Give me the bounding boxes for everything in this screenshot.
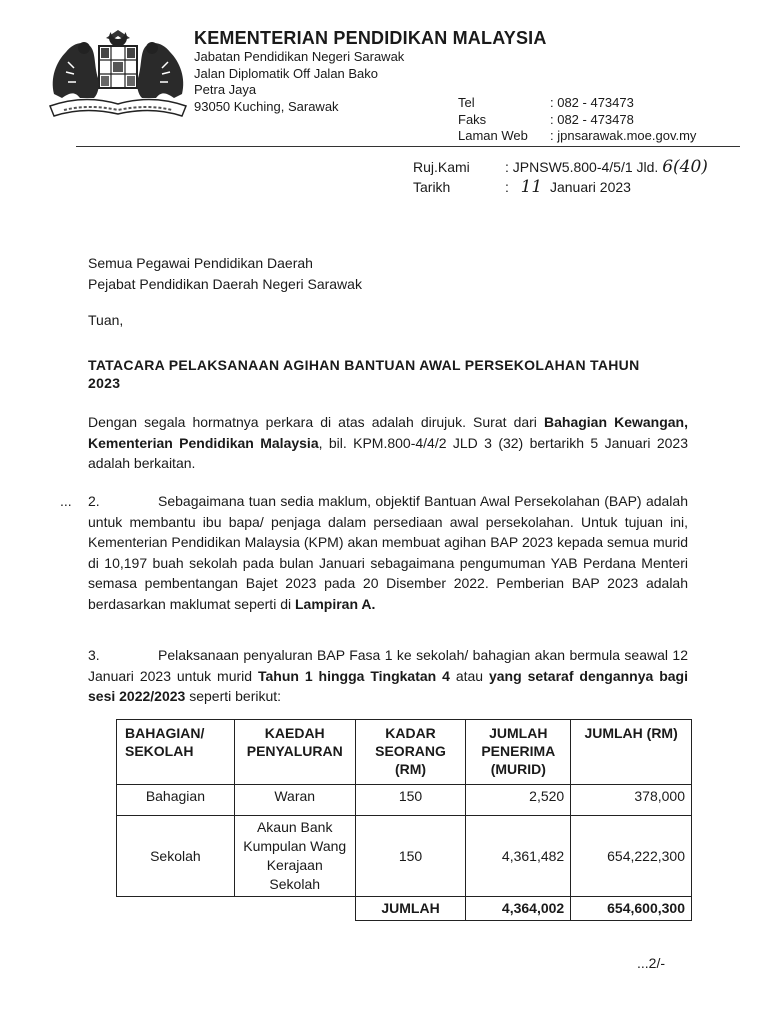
paragraph-3 [88,645,688,707]
ministry-name: KEMENTERIAN PENDIDIKAN MALAYSIA [194,28,547,48]
reference-number: : JPNSW5.800-4/5/1 Jld. [505,159,659,175]
table-cell: 150 [355,816,466,897]
bap-distribution-table [116,719,692,921]
table-cell: 378,000 [571,785,692,816]
paragraph-number: 3. [88,647,100,663]
date-label: Tarikh [413,179,451,195]
handwritten-day: 11 [520,177,543,197]
reference-row [413,157,708,177]
paragraph-text: seperti berikut: [185,688,282,704]
recipient-block [88,253,362,295]
contact-label: Laman Web [458,128,528,143]
salutation: Tuan, [88,312,124,328]
address-block [194,49,404,115]
contact-label: Tel [458,95,475,110]
reference-value [505,157,708,177]
letterhead-divider [76,146,740,147]
table-cell: 654,222,300 [571,816,692,897]
address-line: Jabatan Pendidikan Negeri Sarawak [194,49,405,64]
table-cell: 150 [355,785,466,816]
reference-block [413,157,708,197]
page-continuation: ...2/- [637,955,666,971]
column-header: BAHAGIAN/ SEKOLAH [117,720,235,785]
column-header: KAEDAH PENYALURAN [234,720,355,785]
address-line: 93050 Kuching, Sarawak [194,98,339,114]
table-total-row [117,897,692,921]
contact-block [458,95,696,145]
table-cell: Akaun Bank Kumpulan Wang Kerajaan Sekolah [234,816,355,897]
table-cell-empty [234,897,355,921]
table-row [117,785,692,816]
letter-subject [88,356,688,392]
paragraph-1 [88,412,688,474]
paragraph-bold-text: Lampiran A. [295,595,376,612]
paragraph-number: 2. [88,493,100,509]
malaysia-coat-of-arms-icon [44,24,192,120]
contact-website-link[interactable]: : jpnsarawak.moe.gov.my [550,128,697,143]
reference-label: Ruj.Kami [413,159,470,175]
paragraph-bold-text: Bahagian Kewangan, Kementerian Pendidikan Malaysia [88,414,688,451]
table-cell: Sekolah [117,816,235,897]
paragraph-bold-text: yang setaraf dengannya bagi sesi 2022/2023 [88,667,688,704]
date-month-year: Januari 2023 [549,179,631,195]
contact-web [458,128,696,145]
table-row [117,816,692,897]
contact-value: : 082 - 473478 [550,111,634,127]
subject-line: TATACARA PELAKSANAAN AGIHAN BANTUAN AWAL PERSEKOLAHAN TAHUN [88,357,640,373]
subject-line: 2023 [88,375,121,391]
address-line: Jalan Diplomatik Off Jalan Bako [194,65,379,81]
table-cell: 2,520 [466,785,571,816]
handwritten-reference: 6(40) [662,157,708,177]
table-cell: Waran [234,785,355,816]
contact-value: : 082 - 473473 [550,95,634,110]
table-cell: Bahagian [117,785,235,816]
table-header-row [117,720,692,785]
total-amount: 654,600,300 [571,897,692,921]
contact-fax [458,112,696,129]
contact-label: Faks [458,111,487,127]
date-row [413,177,708,197]
recipient-line: Semua Pegawai Pendidikan Daerah [88,255,313,271]
table-cell: 4,361,482 [466,816,571,897]
column-header: JUMLAH (RM) [571,720,692,785]
continuation-dots: ... [60,493,72,509]
paragraph-bold-text: Tahun 1 hingga Tingkatan 4 [257,667,450,684]
address-line: Petra Jaya [194,82,257,97]
paragraph-text: Pelaksanaan penyaluran BAP Fasa 1 ke sekolah/ bahagian akan bermula seawal 12 Januari 2023 untuk murid [88,647,688,684]
recipient-line: Pejabat Pendidikan Daerah Negeri Sarawak [88,276,362,292]
paragraph-text: Dengan segala hormatnya perkara di atas adalah dirujuk. Surat dari [88,414,544,430]
paragraph-text: , bil. KPM.800-4/4/2 JLD 3 (32) bertarikh 5 Januari 2023 adalah berkaitan. [88,434,689,471]
table-cell-empty [117,897,235,921]
contact-tel [458,95,696,112]
paragraph-text: Sebagaimana tuan sedia maklum, objektif Bantuan Awal Persekolahan (BAP) adalah untuk membantu ibu bapa/ penjaga dalam persediaan awal persekolahan. Untuk tujuan ini, Kementerian Pendidikan Malaysia (KPM) akan membuat agihan BAP 2023 kepada semua murid di 10,197 buah sekolah pada bulan Januari sebagaimana pengumuman YAB Perdana Menteri semasa pembentangan Bajet 2023 pada 20 Disember 2022. Pemberian BAP 2023 adalah berdasarkan maklumat seperti di [88,493,688,612]
total-label: JUMLAH [355,897,466,921]
paragraph-text: atau [449,667,489,684]
column-header: JUMLAH PENERIMA (MURID) [466,720,571,785]
paragraph-2 [60,491,688,614]
date-value [505,177,631,197]
date-colon: : [505,179,509,195]
column-header: KADAR SEORANG (RM) [355,720,466,785]
total-recipients: 4,364,002 [466,897,571,921]
